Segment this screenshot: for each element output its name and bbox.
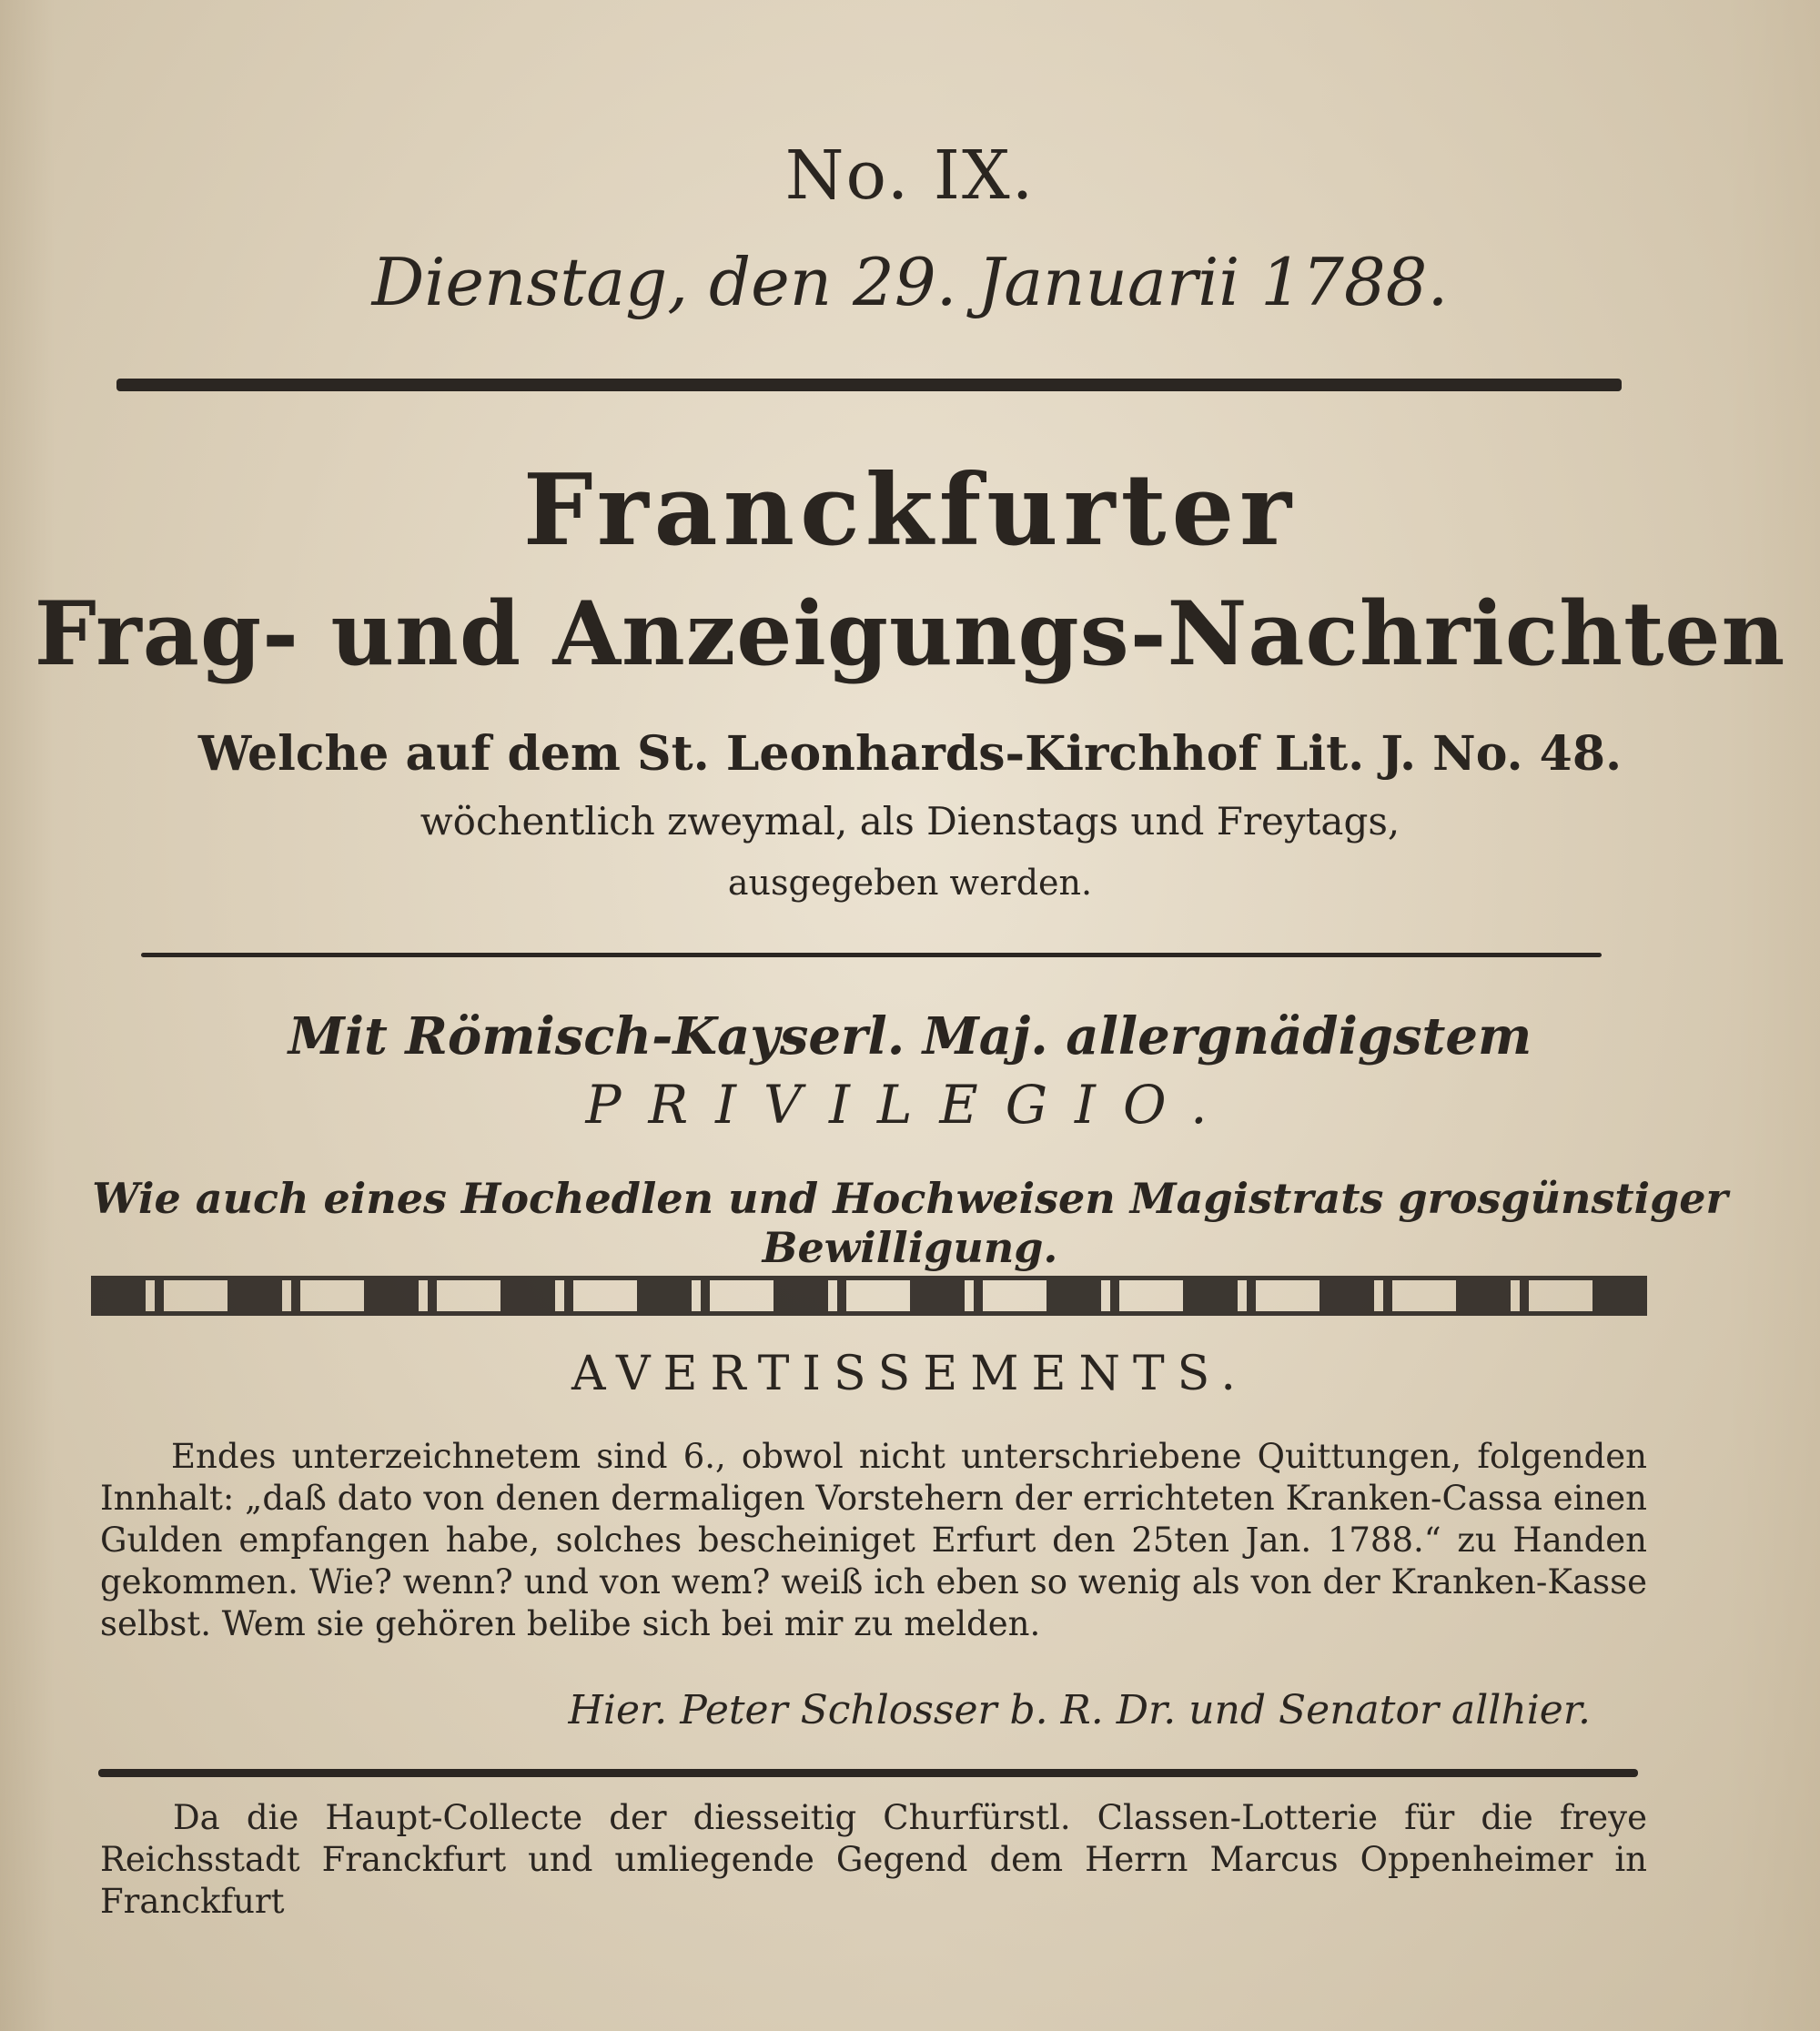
lower-rule — [98, 1769, 1638, 1777]
masthead-title-line1: Franckfurter — [522, 453, 1298, 568]
issue-date: Dienstag, den 29. Januarii 1788. — [371, 244, 1449, 320]
lottery-paragraph: Da die Haupt-Collecte der diesseitig Churfürstl. Classen-Lotterie für die freye Reichsstadt Franckfurt und umliegende Gegend dem Herrn Marcus Oppenheimer in Franckfurt — [100, 1798, 1647, 1921]
advertisement-paragraph: Endes unterzeichnetem sind 6., obwol nicht unterschriebene Quittungen, folgenden Innhalt: „daß dato von denen dermaligen Vorstehern der errichteten Kranken-Cassa einen Gulden empfangen habe, solches bescheiniget Erfurt den 25ten Jan. 1788.“ zu Handen gekommen. Wie? wenn? und von wem? weiß ich eben so wenig als von der Kranken-Kasse selbst. Wem sie gehören belibe sich bei mir zu melden. — [100, 1437, 1647, 1643]
masthead-subtitle-line3: ausgegeben werden. — [727, 863, 1093, 903]
masthead-subtitle-line1: Welche auf dem St. Leonhards-Kirchhof Lit. J. No. 48. — [197, 726, 1623, 782]
ornamental-chain-divider — [91, 1276, 1647, 1316]
privilege-line3: Wie auch eines Hochedlen und Hochweisen Magistrats grosgünstiger Bewilligung. — [92, 1174, 1728, 1272]
issue-number: No. IX. — [784, 136, 1036, 215]
middle-rule — [141, 953, 1602, 957]
privilege-line2: PRIVILEGIO. — [585, 1074, 1235, 1136]
masthead-subtitle-line2: wöchentlich zweymal, als Dienstags und Freytags, — [420, 799, 1400, 844]
advertisement-signature: Hier. Peter Schlosser b. R. Dr. und Senator allhier. — [568, 1687, 1591, 1733]
privilege-line1: Mit Römisch-Kayserl. Maj. allergnädigstem — [288, 1006, 1532, 1066]
section-heading: AVERTISSEMENTS. — [571, 1347, 1249, 1401]
top-rule — [116, 379, 1622, 391]
masthead-title-line2: Frag- und Anzeigungs-Nachrichten — [34, 582, 1786, 685]
